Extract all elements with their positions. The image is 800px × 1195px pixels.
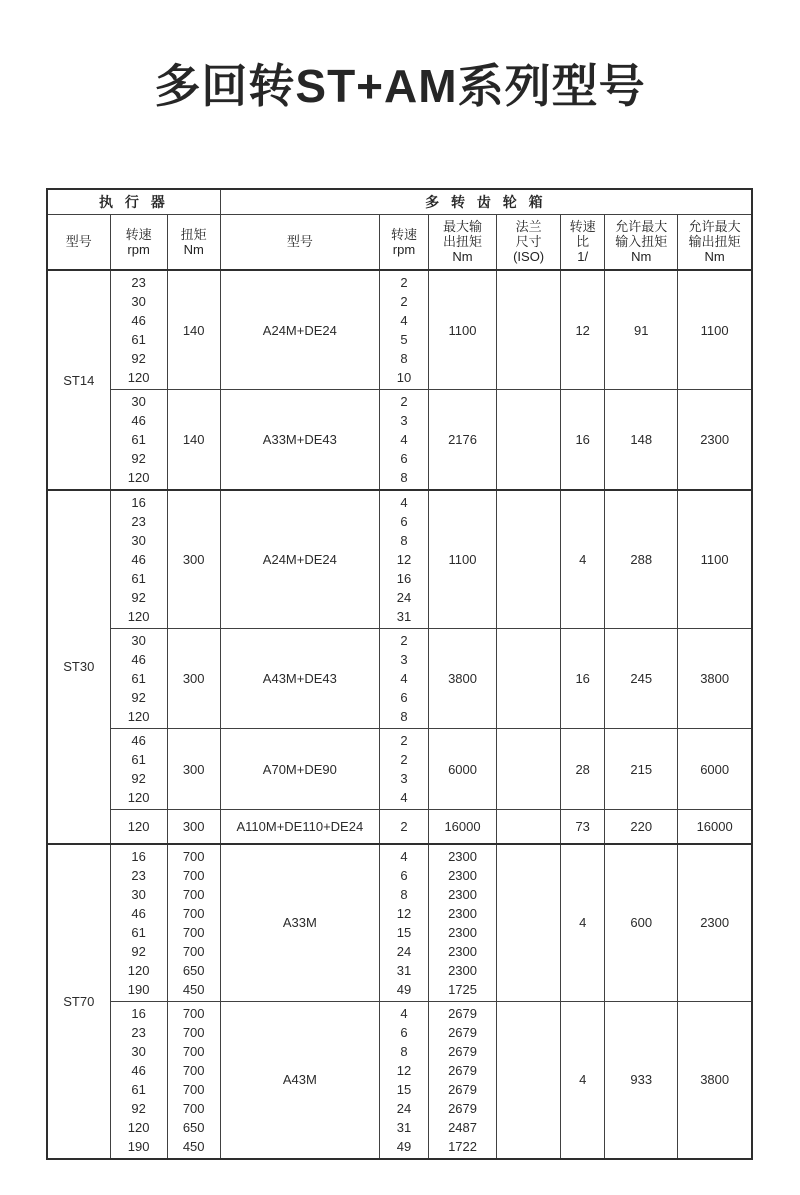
flange-size (497, 390, 561, 491)
speed-ratio: 4 (561, 1001, 605, 1159)
column-header-actuator-rpm: 转速 rpm (110, 214, 167, 270)
speed-ratio: 12 (561, 270, 605, 390)
spec-row (47, 629, 752, 729)
allowed-max-output-torque: 1100 (678, 490, 752, 629)
actuator-model: ST30 (47, 490, 110, 844)
flange-size (497, 810, 561, 844)
allowed-max-output-torque: 16000 (678, 810, 752, 844)
spec-row (47, 729, 752, 810)
gearbox-max-output-torque: 3800 (429, 629, 497, 729)
gearbox-model: A33M (220, 844, 379, 1002)
allowed-max-input-torque: 288 (605, 490, 678, 629)
gearbox-max-output-torque: 16000 (429, 810, 497, 844)
gearbox-model: A43M+DE43 (220, 629, 379, 729)
gearbox-rpm: 2 2 3 4 (379, 729, 428, 810)
actuator-torque: 700 700 700 700 700 700 650 450 (167, 1001, 220, 1159)
gearbox-max-output-torque: 6000 (429, 729, 497, 810)
actuator-torque: 140 (167, 390, 220, 491)
gearbox-model: A33M+DE43 (220, 390, 379, 491)
gearbox-rpm: 4 6 8 12 15 24 31 49 (379, 844, 428, 1002)
column-header-allowed-max-input-torque: 允许最大 输入扭矩 Nm (605, 214, 678, 270)
allowed-max-output-torque: 1100 (678, 270, 752, 390)
actuator-rpm: 16 23 30 46 61 92 120 190 (110, 844, 167, 1002)
gearbox-max-output-torque: 1100 (429, 270, 497, 390)
flange-size (497, 270, 561, 390)
actuator-model: ST14 (47, 270, 110, 490)
gearbox-model: A110M+DE110+DE24 (220, 810, 379, 844)
flange-size (497, 729, 561, 810)
allowed-max-input-torque: 215 (605, 729, 678, 810)
speed-ratio: 4 (561, 490, 605, 629)
actuator-rpm: 16 23 30 46 61 92 120 (110, 490, 167, 629)
allowed-max-input-torque: 933 (605, 1001, 678, 1159)
spec-row (47, 844, 752, 1002)
flange-size (497, 490, 561, 629)
actuator-torque: 140 (167, 270, 220, 390)
actuator-rpm: 23 30 46 61 92 120 (110, 270, 167, 390)
gearbox-max-output-torque: 2176 (429, 390, 497, 491)
allowed-max-output-torque: 3800 (678, 1001, 752, 1159)
allowed-max-input-torque: 148 (605, 390, 678, 491)
speed-ratio: 16 (561, 629, 605, 729)
allowed-max-output-torque: 2300 (678, 390, 752, 491)
page-title: 多回转ST+AM系列型号 (154, 60, 646, 112)
gearbox-rpm: 4 6 8 12 16 24 31 (379, 490, 428, 629)
spec-row (47, 270, 752, 390)
allowed-max-input-torque: 91 (605, 270, 678, 390)
column-header-flange-size: 法兰 尺寸 (ISO) (497, 214, 561, 270)
column-header-gearbox-model: 型号 (220, 214, 379, 270)
allowed-max-input-torque: 245 (605, 629, 678, 729)
actuator-rpm: 30 46 61 92 120 (110, 629, 167, 729)
gearbox-max-output-torque: 1100 (429, 490, 497, 629)
spec-row (47, 390, 752, 491)
flange-size (497, 1001, 561, 1159)
column-header-gearbox-rpm: 转速 rpm (379, 214, 428, 270)
column-header-allowed-max-output-torque: 允许最大 输出扭矩 Nm (678, 214, 752, 270)
allowed-max-output-torque: 6000 (678, 729, 752, 810)
actuator-torque: 300 (167, 729, 220, 810)
allowed-max-output-torque: 3800 (678, 629, 752, 729)
actuator-rpm: 46 61 92 120 (110, 729, 167, 810)
allowed-max-output-torque: 2300 (678, 844, 752, 1002)
gearbox-max-output-torque: 2300 2300 2300 2300 2300 2300 2300 1725 (429, 844, 497, 1002)
column-header-speed-ratio: 转速 比 1/ (561, 214, 605, 270)
gearbox-model: A70M+DE90 (220, 729, 379, 810)
gearbox-rpm: 2 2 4 5 8 10 (379, 270, 428, 390)
gearbox-model: A24M+DE24 (220, 270, 379, 390)
actuator-rpm: 16 23 30 46 61 92 120 190 (110, 1001, 167, 1159)
column-header-actuator-torque: 扭矩 Nm (167, 214, 220, 270)
gearbox-rpm: 4 6 8 12 15 24 31 49 (379, 1001, 428, 1159)
flange-size (497, 844, 561, 1002)
actuator-rpm: 120 (110, 810, 167, 844)
table-head (47, 189, 752, 270)
spec-row (47, 490, 752, 629)
spec-row (47, 810, 752, 844)
actuator-torque: 300 (167, 810, 220, 844)
header-group-actuator: 执 行 器 (47, 189, 220, 214)
speed-ratio: 28 (561, 729, 605, 810)
gearbox-model: A24M+DE24 (220, 490, 379, 629)
gearbox-rpm: 2 (379, 810, 428, 844)
spec-table (46, 188, 753, 1160)
speed-ratio: 16 (561, 390, 605, 491)
actuator-rpm: 30 46 61 92 120 (110, 390, 167, 491)
allowed-max-input-torque: 220 (605, 810, 678, 844)
actuator-torque: 300 (167, 490, 220, 629)
gearbox-rpm: 2 3 4 6 8 (379, 390, 428, 491)
gearbox-max-output-torque: 2679 2679 2679 2679 2679 2679 2487 1722 (429, 1001, 497, 1159)
spec-row (47, 1001, 752, 1159)
actuator-model: ST70 (47, 844, 110, 1159)
speed-ratio: 4 (561, 844, 605, 1002)
speed-ratio: 73 (561, 810, 605, 844)
table-body (47, 270, 752, 1159)
gearbox-model: A43M (220, 1001, 379, 1159)
flange-size (497, 629, 561, 729)
allowed-max-input-torque: 600 (605, 844, 678, 1002)
actuator-torque: 300 (167, 629, 220, 729)
actuator-torque: 700 700 700 700 700 700 650 450 (167, 844, 220, 1002)
column-header-actuator-model: 型号 (47, 214, 110, 270)
header-group-gearbox: 多 转 齿 轮 箱 (220, 189, 752, 214)
gearbox-rpm: 2 3 4 6 8 (379, 629, 428, 729)
column-header-gearbox-max-output-torque: 最大输 出扭矩 Nm (429, 214, 497, 270)
